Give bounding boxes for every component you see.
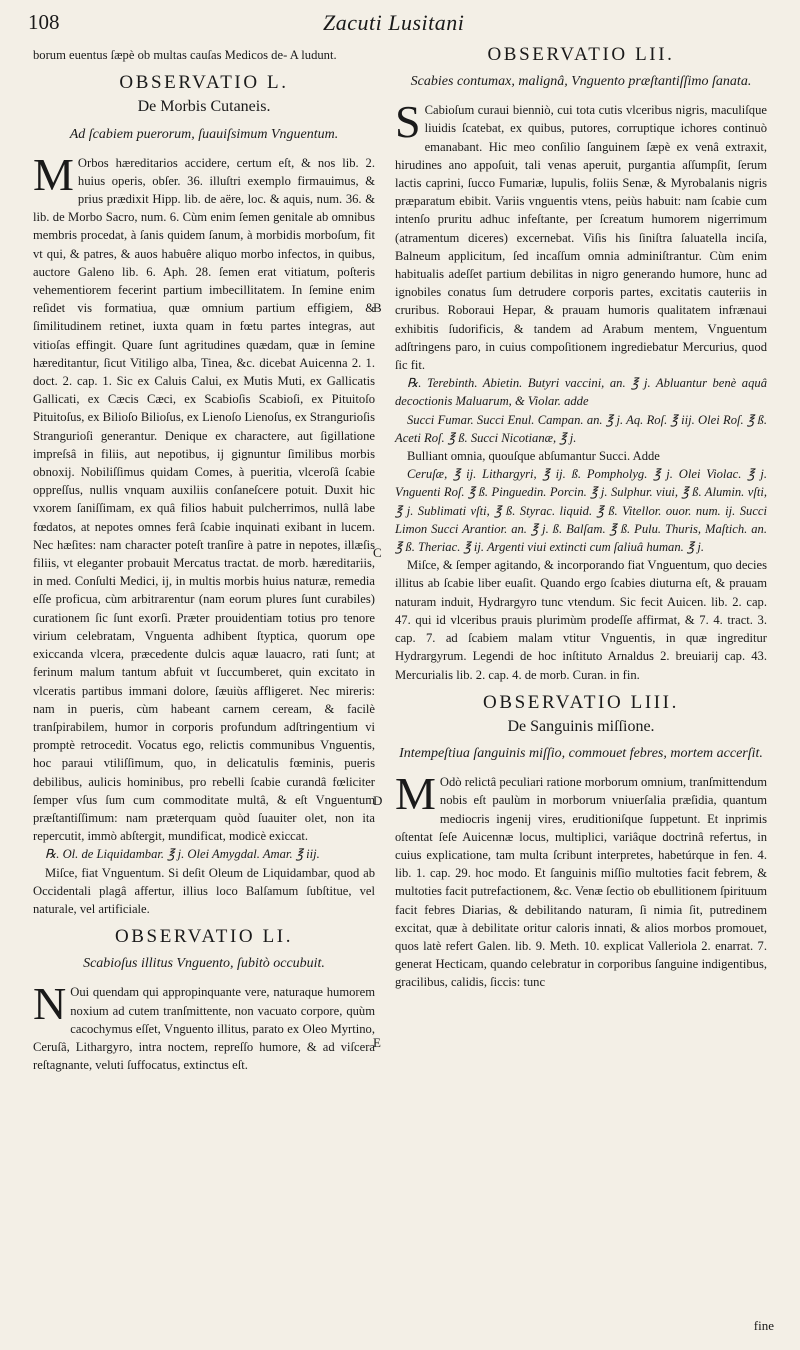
- observation-50-subtitle: De Morbis Cutaneis.: [137, 98, 271, 116]
- observation-50-recipe: ℞. Ol. de Liquidambar. ℥ j. Olei Amygdal. Amar. ℥ iij.: [45, 847, 320, 862]
- observation-52-recipe-2: Succi Fumar. Succi Enul. Campan. an. ℥ j. Aq. Roſ. ℥ iij. Olei Roſ. ℥ ß. Aceti Roſ. ℥ ß. Succi Nicotianæ, ℥ j.: [395, 412, 767, 445]
- observation-53-title: OBSERVATIO LIII.: [483, 691, 679, 713]
- observation-52-recipe-3: Bulliant omnia, quouſque abſumantur Succi. Adde: [407, 449, 660, 464]
- margin-letter-c: C: [373, 545, 382, 560]
- observation-51-body: [33, 978, 375, 1074]
- observation-53-heading: Intempeſtiua ſanguinis miſſio, commouet febres, mortem accerſit.: [399, 746, 763, 762]
- observation-50-title: OBSERVATIO L.: [119, 72, 289, 94]
- margin-letter-e: E: [373, 1035, 381, 1050]
- page-header: [28, 10, 780, 42]
- observation-51-title: OBSERVATIO LI.: [114, 926, 294, 948]
- observation-52-recipe-4: Ceruſæ, ℥ ij. Lithargyri, ℥ ij. ß. Pompholyg. ℥ j. Olei Violac. ℥ j. Vnguenti Roſ. ℥ ß. Pinguedin. Porcin. ℥ j. Sulphur. viui, ℥ ß. Alumin. vſti, ℥ j. Sublimati vſti, ℥ ß. Styrac. liquid. ℥ ß. Vitellor. ouor. num. ij. Succi Limon Succi Arantior. an. ℥ j. ß. Balſam. ℥ ß. Pulu. Thuris, Maſtich. an. ℥ ß. Theriac. ℥ ij. Argenti viui extincti cum ſaliuâ human. ℥ j.: [395, 467, 767, 555]
- observation-51-heading: Scabioſus illitus Vnguento, ſubitò occubuit.: [83, 956, 325, 972]
- observation-50-text: Orbos hæreditarios accidere, certum eſt, & nos lib. 2. huius operis, obſer. 36. illuſtri exemplo firmauimus, & prius prædixit Hipp. lib. de aëre, loc. & aquis, num. 36. & lib. de Morbo Sacro, num. 6. Cùm enim ſemen genitale ab omnibus membris procedat, à ſanis quidem ſanum, à morbidis morboſum, fit vt qui, & patres, & auos habuêre aliquo morbo infectos, in quibus, auctore Galeno lib. 6. Aph. 28. ſemen erat vitiatum, poſteris vehementiorem fecerint partium imbecillitatem. In ſemine enim reſidet vis formatiua, quæ omnium partium effigiem, & ſimilitudinem retinet, iuxta quam in fœtu partes integras, aut vitioſas effingit. Quare ſunt agritudines quædam, quæ in ſemine hæreditantur, ſicut Vitiligo alba, Tinea, &c. dicebat Auicenna 2. 1. doct. 2. cap. 1. Sic ex Caluis Calui, ex Mutis Muti, ex Gallicatis Gallicati, ex Cæcis Cæci, ex Scabioſis Scabioſi, ex Pituitoſo Pituitoſus, ex Bilioſo Bilioſus, ex Lienoſo Lienoſus, ex Strangurioſis Strangurioſi generantur. Denique ex charactere, aut ſigillatione impreſsâ in filiis, aut nepotibus, ij gignuntur ſimilibus morbis obnoxij. Nobiliſſimus quidam Comes, à pueritia, vlceroſâ ſcabie oppreſſus, nullis vnquam auxiliis conſaneſcere potuit. Duxit hic vxorem ſaniſſimam, ex quâ filios habuit pulcherrimos, nullâ labe fœdatos, at nepotes omnes ferâ ſcabie inquinati exibant in lucem. Nec hæſites: nam character poteſt tranſire à patre in nepotes, illæſis filiis, vt eleganter probauit Mercatus tractat. de morb. hæreditariis, in med. Conſulti Medici, ij, in multis morbis huius naturæ, remedia eſſe proficua, cùm arbitrarentur (nam eorum plures ſunt curabiles) curationem ſic ſunt exorſi. Præter prouidentiam totius pro tenore virium celebratam, Vnguenta adhibent ſtyptica, quorum ope exiccanda vlcera, præcedente dulcis aquæ lauacro, rati ſunt; at ferinum malum tantum abfuit vt ſuccumberet, quin excitato in vlceratis partibus immani dolore, ſæuiùs affligeret. Nec mireris: nam in pueris, cùm habeant carnem ceream, & facilè tranſpirabilem, humor in corporis profundum adſtringentium vi promptè retrocedit. Vocatus ego, relictis communibus Vnguentis, hoc paraui vtiliſſimum, quo, in delicatulis fœminis, pueris debilibus, aulicis hominibus, pro rebelli ſcabie curandâ fœliciter ſemper vſus ſum cum commoditate multâ, & eſt Vnguentum præſtantiſſimum: nam præterquam quòd ſuauiter olet, non ita repercutit, immò abſtergit, mundificat, modicè exiccat.: [33, 155, 375, 844]
- page-number: 108: [28, 10, 60, 34]
- observation-52-body: [395, 96, 767, 374]
- observation-50-heading: Ad ſcabiem puerorum, ſuauiſsimum Vnguentum.: [69, 126, 339, 142]
- observation-53-subtitle: De Sanguinis miſſione.: [507, 717, 655, 735]
- observation-53-body: [395, 768, 767, 991]
- drop-cap: M: [33, 148, 74, 200]
- continuation-text: borum euentus ſæpè ob multas cauſas Medicos de- A ludunt.: [33, 48, 337, 62]
- margin-letter-b: B: [373, 300, 382, 315]
- observation-51-text: Oui quendam qui appropinquante vere, naturaque humorem noxium ad cutem tranſmittente, non vacuato corpore, quùm cacochymus eſſet, Vnguento illitus, parato ex Oleo Myrtino, Ceruſâ, Lithargyro, intra noctem, repreſſo humore, & ad viſcera reſtagnante, veluti ſuffocatus, extinctus eſt.: [33, 985, 375, 1073]
- running-head: Zacuti Lusitani: [323, 10, 465, 35]
- observation-52-text: Cabioſum curaui bienniò, cui tota cutis vlceribus nigris, maculiſque liuidis ſcatebat, ex quibus, putores, corruptique ichores continuò emanabant. Hic meo conſilio ſanguinem ſæpè ex venâ extraxit, hirudines ano appoſuit, tali venas aperuit, purgantia aſſumpſit, ſerum lactis caprini, ſucco Fumariæ, lupulis, foliis Senæ, & Myrobalanis nigris præparatum ebibit. Variis vnguentis vtens, peiùs habuit: nam ſcabie cum intenſo pruritu adhuc infeſtante, per ſcreatum humorem nigerrimum (atramentum diceres) excernebat. Viſis his ſiniſtra ſaluatella inciſa, Balneum applicitum, ſed incaſſum omnia adminiſtrantur. Cùm enim habitualis adeſſet partium debilitas in nigro generando humore, hunc ad ignobiles conatus ſum detrudere corporis partes, excitatis cauteriis in cruribus. Roboraui Hepar, & prauam humoris qualitatem infrænaui exhibitis ſudorificis, & tandem ad Arabum mentem, Vnguentum adſtringens paro, in cuius compoſitionem ingrediebatur Mercurius, quod ſic fit.: [395, 103, 767, 373]
- catchword: fine: [753, 1318, 774, 1333]
- observation-53-text: Odò relictâ peculiari ratione morborum omnium, tranſmittendum nobis eſt paulùm in morborum vniuerſalia præſidia, quantum mediocris ingenij vires, eruditioniſque ſuppetunt. Et inprimis oſtentat ſeſe Auicennæ locus, multiplici, variâque doctrinâ refertus, in cuius explicatione, tam multa ſcribunt interpretes, habetúrque in fen. 4. lib. 1. cap. 29. hoc modo. Et ſanguinis miſſio multoties facit febrem, & multoties facit putrefactionem, &c. Venæ ſectio ob ebullitionem ſpirituum facit febres Diarias, & debilitando naturam, ſi nimia ſit, putredinem excitat, quæ à debilitate oritur caloris innati, & alios morbos promouet, quos latè refert Galen. lib. 9. Meth. 10. explicat Valleriola 2. enarrat. 7. generat Hecticam, quando celebratur in corporibus ſanguine indigentibus, gracilibus, calidis, ſiccis: tunc: [395, 775, 767, 990]
- observation-52-heading: Scabies contumax, malignâ, Vnguento præſtantiſſimo ſanata.: [410, 74, 752, 90]
- margin-letter-d: D: [373, 793, 383, 808]
- observation-50-body: [33, 148, 375, 846]
- observation-52-recipe-1: ℞. Terebinth. Abietin. Butyri vaccini, an. ℥ j. Abluantur benè aquâ decoctionis Maluarum, & Violar. adde: [395, 376, 767, 409]
- drop-cap: N: [33, 978, 67, 1030]
- observation-52-closing: Miſce, & ſemper agitando, & incorporando fiat Vnguentum, quo decies illitus ab ſcabie liber euaſit. Quando ergo ſcabies diuturna eſt, & prauam naturam induit, Hydrargyro tunc vtendum. Sic fecit Auicen. lib. 2. cap. 47. qui id vlceribus prauis plurimùm prodeſſe affirmat, & 7. 4. tract. 3. cap. 7. ad ſcabiem malam vtitur Vnguentis, in quæ ingreditur Hydrargyrum. Legendi de hoc inſtituto Arnaldus 2. breuiarij cap. 43. Mercurialis lib. 2. cap. 4. de morb. Curan. in fin.: [395, 558, 767, 682]
- drop-cap: M: [395, 768, 436, 820]
- observation-50-closing: Miſce, fiat Vnguentum. Si deſit Oleum de Liquidambar, quod ab Occidentali plagâ affertur, illius loco Balſamum ſubſtitue, vel naturale, vel artificiale.: [33, 865, 375, 916]
- observation-52-title: OBSERVATIO LII.: [487, 44, 675, 65]
- right-column: [395, 46, 767, 992]
- drop-cap: S: [395, 96, 421, 148]
- left-column: [33, 46, 375, 1074]
